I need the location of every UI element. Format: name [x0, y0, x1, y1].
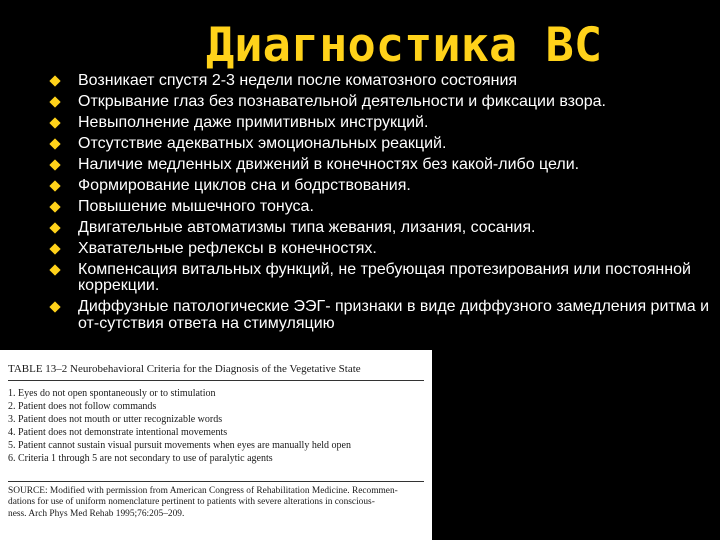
bullet-text: Формирование циклов сна и бодрствования. [78, 176, 411, 194]
bullet-text: Отсутствие адекватных эмоциональных реакций. [78, 134, 447, 152]
bullet-text: Невыполнение даже примитивных инструкций. [78, 113, 429, 131]
source-line: dations for use of uniform nomenclature pertinent to patients with severe alterations in conscious- [8, 497, 375, 508]
table-top-rule [8, 380, 424, 381]
diamond-bullet-icon [49, 180, 60, 191]
bullet-text: Двигательные автоматизмы типа жевания, лизания, сосания. [78, 218, 536, 236]
criterion-item: 4. Patient does not demonstrate intentional movements [8, 427, 228, 439]
criteria-table-image [0, 350, 432, 540]
bullet-item [48, 299, 712, 332]
bullet-item [48, 241, 712, 258]
bullet-text: Хватательные рефлексы в конечностях. [78, 239, 377, 257]
diamond-bullet-icon [49, 117, 60, 128]
slide-title: Диагностика ВС [206, 18, 603, 73]
bullet-text: Возникает спустя 2-3 недели после коматозного состояния [78, 72, 518, 89]
diamond-bullet-icon [49, 75, 60, 86]
table-source-note [8, 486, 428, 520]
diamond-bullet-icon [49, 222, 60, 233]
criteria-list [8, 387, 424, 466]
diamond-bullet-icon [49, 201, 60, 212]
diamond-bullet-icon [49, 159, 60, 170]
bullet-text: Открывание глаз без познавательной деятельности и фиксации взора. [78, 92, 606, 110]
criterion-item: 6. Criteria 1 through 5 are not secondary to use of paralytic agents [8, 453, 273, 465]
criterion-item: 2. Patient does not follow commands [8, 401, 157, 413]
bullet-list [48, 73, 712, 337]
bullet-text: Компенсация витальных функций, не требующая протезирования или постоянной коррекции. [78, 260, 691, 295]
diamond-bullet-icon [49, 96, 60, 107]
criterion-item: 1. Eyes do not open spontaneously or to stimulation [8, 388, 216, 399]
bullet-item [48, 115, 712, 132]
table-bottom-rule [8, 481, 424, 482]
diamond-bullet-icon [49, 138, 60, 149]
bullet-item [48, 220, 712, 237]
bullet-item [48, 136, 712, 153]
bullet-item [48, 73, 712, 90]
table-title: TABLE 13–2 Neurobehavioral Criteria for the Diagnosis of the Vegetative State [8, 363, 361, 375]
diamond-bullet-icon [49, 243, 60, 254]
bullet-item [48, 199, 712, 216]
diamond-bullet-icon [49, 264, 60, 275]
source-line: SOURCE: Modified with permission from American Congress of Rehabilitation Medicine. Recommen- [8, 486, 398, 496]
source-line: ness. Arch Phys Med Rehab 1995;76:205–209. [8, 508, 185, 519]
bullet-item [48, 157, 712, 174]
bullet-text: Диффузные патологические ЭЭГ- признаки в виде диффузного замедления ритма и от-сутствия ответа на стимуляцию [78, 298, 709, 333]
bullet-item [48, 178, 712, 195]
diamond-bullet-icon [49, 302, 60, 313]
bullet-text: Наличие медленных движений в конечностях без какой-либо цели. [78, 155, 580, 173]
bullet-item [48, 262, 712, 295]
bullet-text: Повышение мышечного тонуса. [78, 197, 314, 215]
criterion-item: 3. Patient does not mouth or utter recognizable words [8, 414, 223, 426]
bullet-item [48, 94, 712, 111]
criterion-item: 5. Patient cannot sustain visual pursuit movements when eyes are manually held open [8, 440, 351, 452]
